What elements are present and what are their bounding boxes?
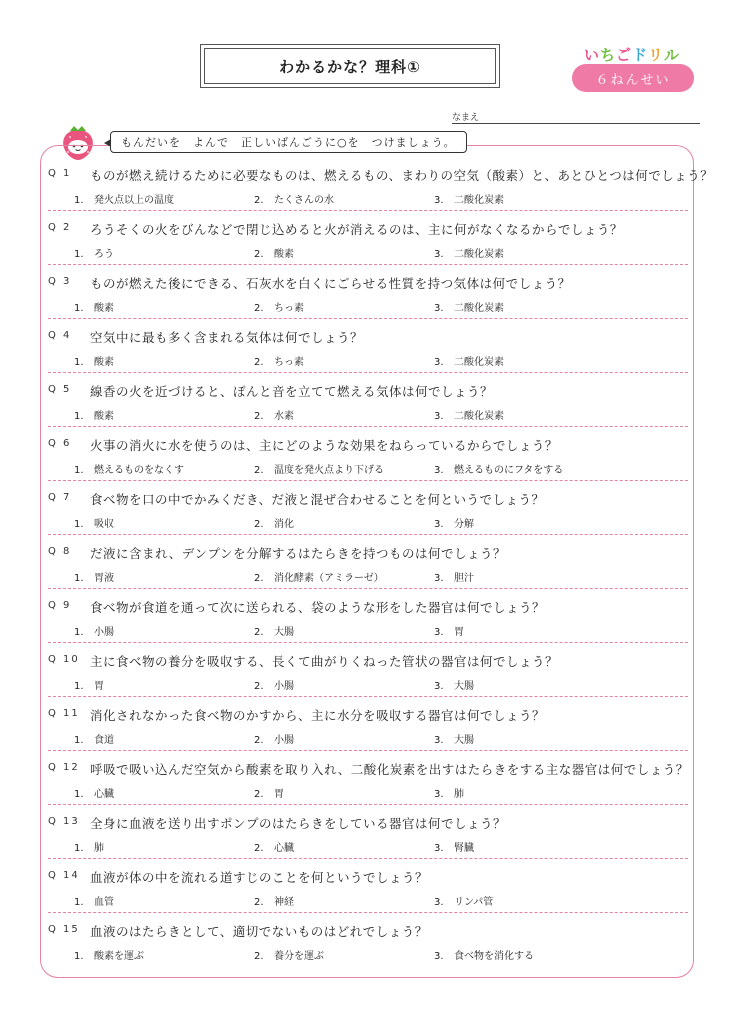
- question-row: [48, 220, 688, 240]
- grade-badge: ６ねんせい: [572, 64, 694, 92]
- option-number: 1.: [74, 681, 84, 692]
- question-row: [48, 436, 688, 456]
- answer-option-1[interactable]: [74, 299, 114, 314]
- answer-option-1[interactable]: [74, 893, 114, 908]
- answer-option-1[interactable]: [74, 569, 114, 584]
- option-label: 酸素: [94, 303, 114, 314]
- option-label: 二酸化炭素: [454, 195, 504, 206]
- logo-char: ル: [664, 46, 681, 64]
- option-label: 肺: [454, 789, 464, 800]
- option-number: 2.: [254, 249, 264, 260]
- option-label: リンパ管: [454, 897, 494, 908]
- page-title: わかるかな？理科①: [204, 48, 496, 84]
- answer-option-2[interactable]: [254, 353, 304, 368]
- option-label: 大腸: [454, 681, 474, 692]
- answer-option-3[interactable]: [434, 245, 504, 260]
- answer-option-1[interactable]: [74, 461, 184, 476]
- question-item: [48, 481, 688, 535]
- option-number: 3.: [434, 627, 444, 638]
- option-number: 3.: [434, 951, 444, 962]
- question-item: [48, 697, 688, 751]
- answer-option-2[interactable]: [254, 191, 334, 206]
- answer-option-3[interactable]: [434, 299, 504, 314]
- option-number: 1.: [74, 573, 84, 584]
- name-input-line[interactable]: [452, 123, 700, 124]
- question-row: [48, 382, 688, 402]
- option-number: 2.: [254, 951, 264, 962]
- answer-options: [48, 191, 688, 207]
- answer-option-3[interactable]: [434, 461, 563, 476]
- question-number: Q 3: [48, 276, 72, 287]
- option-number: 3.: [434, 303, 444, 314]
- answer-options: [48, 353, 688, 369]
- question-row: [48, 922, 688, 942]
- question-item: [48, 805, 688, 859]
- answer-option-2[interactable]: [254, 785, 284, 800]
- option-number: 3.: [434, 411, 444, 422]
- option-label: 酸素: [274, 249, 294, 260]
- answer-option-3[interactable]: [434, 839, 474, 854]
- question-text: 食べ物を口の中でかみくだき、だ液と混ぜ合わせることを何というでしょう？: [90, 492, 545, 507]
- option-label: 酸素: [94, 411, 114, 422]
- answer-option-1[interactable]: [74, 677, 104, 692]
- answer-options: [48, 893, 688, 909]
- logo-char: ご: [615, 46, 632, 64]
- question-row: [48, 760, 688, 780]
- option-label: 小腸: [274, 681, 294, 692]
- question-number: Q 10: [48, 654, 80, 665]
- option-label: 養分を運ぶ: [274, 951, 324, 962]
- option-label: 水素: [274, 411, 294, 422]
- question-number: Q 7: [48, 492, 72, 503]
- option-number: 3.: [434, 681, 444, 692]
- option-number: 1.: [74, 627, 84, 638]
- question-item: [48, 319, 688, 373]
- answer-option-3[interactable]: [434, 191, 504, 206]
- question-text: 主に食べ物の養分を吸収する、長くて曲がりくねった管状の器官は何でしょう？: [90, 654, 559, 669]
- option-number: 2.: [254, 843, 264, 854]
- answer-option-1[interactable]: [74, 515, 114, 530]
- answer-option-2[interactable]: [254, 461, 384, 476]
- question-number: Q 13: [48, 816, 80, 827]
- option-number: 1.: [74, 411, 84, 422]
- logo-char: ち: [599, 46, 616, 64]
- option-number: 3.: [434, 735, 444, 746]
- question-number: Q 15: [48, 924, 80, 935]
- question-text: ろうそくの火をびんなどで閉じ込めると火が消えるのは、主に何がなくなるからでしょう？: [90, 222, 623, 237]
- question-item: [48, 589, 688, 643]
- question-item: [48, 265, 688, 319]
- question-text: だ液に含まれ、デンプンを分解するはたらきを持つものは何でしょう？: [90, 546, 507, 561]
- question-item: [48, 427, 688, 481]
- question-text: 血液が体の中を流れる道すじのことを何というでしょう？: [90, 870, 429, 885]
- question-text: 食べ物が食道を通って次に送られる、袋のような形をした器官は何でしょう？: [90, 600, 546, 615]
- option-label: ちっ素: [274, 303, 304, 314]
- option-label: ろう: [94, 249, 114, 260]
- answer-option-3[interactable]: [434, 623, 464, 638]
- answer-option-3[interactable]: [434, 407, 504, 422]
- question-number: Q 12: [48, 762, 80, 773]
- answer-options: [48, 407, 688, 423]
- option-label: 二酸化炭素: [454, 357, 504, 368]
- question-row: [48, 814, 688, 834]
- option-number: 1.: [74, 249, 84, 260]
- option-label: 吸収: [94, 519, 114, 530]
- option-number: 2.: [254, 573, 264, 584]
- option-number: 3.: [434, 897, 444, 908]
- option-label: 分解: [454, 519, 474, 530]
- answer-option-2[interactable]: [254, 245, 294, 260]
- question-text: 呼吸で吸い込んだ空気から酸素を取り入れ、二酸化炭素を出すはたらきをする主な器官は何でしょう？: [90, 762, 689, 777]
- title-box: [200, 44, 500, 88]
- question-text: 火事の消火に水を使うのは、主にどのような効果をねらっているからでしょう？: [90, 438, 558, 453]
- answer-option-2[interactable]: [254, 947, 324, 962]
- answer-options: [48, 839, 688, 855]
- question-text: ものが燃えた後にできる、石灰水を白くにごらせる性質を持つ気体は何でしょう？: [90, 276, 571, 291]
- option-label: 胃: [454, 627, 464, 638]
- answer-option-1[interactable]: [74, 731, 114, 746]
- question-row: [48, 490, 688, 510]
- answer-option-2[interactable]: [254, 839, 294, 854]
- option-number: 2.: [254, 357, 264, 368]
- answer-option-2[interactable]: [254, 893, 294, 908]
- option-label: 消化酵素（アミラーゼ）: [274, 573, 384, 584]
- option-number: 3.: [434, 357, 444, 368]
- option-number: 3.: [434, 843, 444, 854]
- answer-option-3[interactable]: [434, 569, 474, 584]
- option-label: 燃えるものにフタをする: [454, 465, 564, 476]
- answer-option-1[interactable]: [74, 353, 114, 368]
- answer-option-2[interactable]: [254, 299, 304, 314]
- question-row: [48, 274, 688, 294]
- question-item: [48, 535, 688, 589]
- answer-options: [48, 245, 688, 261]
- question-item: [48, 751, 688, 805]
- name-label: なまえ: [452, 113, 480, 123]
- question-number: Q 6: [48, 438, 72, 449]
- option-label: 大腸: [454, 735, 474, 746]
- question-row: [48, 328, 688, 348]
- option-number: 3.: [434, 249, 444, 260]
- question-row: [48, 544, 688, 564]
- option-number: 2.: [254, 627, 264, 638]
- question-text: 空気中に最も多く含まれる気体は何でしょう？: [90, 330, 364, 345]
- option-label: 食べ物を消化する: [454, 951, 534, 962]
- answer-option-3[interactable]: [434, 515, 474, 530]
- logo-char: ド: [632, 46, 649, 64]
- option-number: 1.: [74, 843, 84, 854]
- question-number: Q 9: [48, 600, 72, 611]
- option-number: 1.: [74, 303, 84, 314]
- brand-logo: [582, 44, 682, 65]
- option-label: たくさんの水: [274, 195, 334, 206]
- question-number: Q 1: [48, 168, 72, 179]
- answer-options: [48, 785, 688, 801]
- instruction-bubble: もんだいを よんで 正しいばんごうに○を つけましょう。: [110, 131, 467, 153]
- option-number: 3.: [434, 465, 444, 476]
- answer-option-1[interactable]: [74, 245, 114, 260]
- option-number: 3.: [434, 573, 444, 584]
- option-label: 二酸化炭素: [454, 249, 504, 260]
- answer-options: [48, 515, 688, 531]
- answer-option-2[interactable]: [254, 515, 294, 530]
- option-number: 1.: [74, 357, 84, 368]
- answer-option-1[interactable]: [74, 407, 114, 422]
- question-text: 血液のはたらきとして、適切でないものはどれでしょう？: [90, 924, 428, 939]
- option-number: 3.: [434, 519, 444, 530]
- answer-option-1[interactable]: [74, 839, 104, 854]
- question-item: [48, 859, 688, 913]
- question-number: Q 8: [48, 546, 72, 557]
- answer-option-2[interactable]: [254, 623, 294, 638]
- question-item: [48, 211, 688, 265]
- answer-option-3[interactable]: [434, 785, 464, 800]
- option-label: 心臓: [94, 789, 114, 800]
- option-label: 血管: [94, 897, 114, 908]
- answer-options: [48, 731, 688, 747]
- answer-option-2[interactable]: [254, 407, 294, 422]
- answer-option-2[interactable]: [254, 677, 294, 692]
- option-number: 3.: [434, 789, 444, 800]
- option-number: 1.: [74, 735, 84, 746]
- question-text: 消化されなかった食べ物のかすから、主に水分を吸収する器官は何でしょう？: [90, 708, 546, 723]
- option-number: 1.: [74, 897, 84, 908]
- answer-option-2[interactable]: [254, 569, 384, 584]
- answer-option-3[interactable]: [434, 731, 474, 746]
- logo-char: リ: [648, 46, 665, 64]
- answer-options: [48, 569, 688, 585]
- answer-option-3[interactable]: [434, 893, 493, 908]
- option-label: 酸素: [94, 357, 114, 368]
- question-row: [48, 652, 688, 672]
- option-label: 大腸: [274, 627, 294, 638]
- option-number: 3.: [434, 195, 444, 206]
- option-number: 1.: [74, 951, 84, 962]
- option-number: 1.: [74, 789, 84, 800]
- option-label: 胃: [274, 789, 284, 800]
- option-number: 2.: [254, 465, 264, 476]
- option-label: 二酸化炭素: [454, 303, 504, 314]
- answer-option-3[interactable]: [434, 353, 504, 368]
- option-label: 食道: [94, 735, 114, 746]
- question-text: ものが燃え続けるために必要なものは、燃えるもの、まわりの空気（酸素）と、あとひとつは何でしょう？: [90, 168, 714, 183]
- option-label: 神経: [274, 897, 294, 908]
- option-number: 2.: [254, 789, 264, 800]
- answer-option-2[interactable]: [254, 731, 294, 746]
- question-item: [48, 157, 714, 211]
- question-number: Q 5: [48, 384, 72, 395]
- answer-options: [48, 461, 688, 477]
- question-row: [48, 706, 688, 726]
- question-item: [48, 643, 688, 697]
- question-row: [48, 166, 714, 186]
- option-label: 心臓: [274, 843, 294, 854]
- option-label: 胃液: [94, 573, 114, 584]
- answer-option-1[interactable]: [74, 191, 174, 206]
- option-number: 2.: [254, 519, 264, 530]
- answer-option-3[interactable]: [434, 677, 474, 692]
- question-text: 線香の火を近づけると、ぽんと音を立てて燃える気体は何でしょう？: [90, 384, 494, 399]
- option-label: 燃えるものをなくす: [94, 465, 184, 476]
- option-label: 腎臓: [454, 843, 474, 854]
- answer-option-3[interactable]: [434, 947, 534, 962]
- option-label: ちっ素: [274, 357, 304, 368]
- option-label: 胃: [94, 681, 104, 692]
- answer-options: [48, 677, 688, 693]
- option-number: 2.: [254, 681, 264, 692]
- question-number: Q 2: [48, 222, 72, 233]
- answer-options: [48, 299, 688, 315]
- answer-options: [48, 947, 688, 963]
- option-number: 2.: [254, 897, 264, 908]
- option-label: 二酸化炭素: [454, 411, 504, 422]
- option-number: 1.: [74, 465, 84, 476]
- logo-char: い: [583, 46, 600, 64]
- question-item: [48, 373, 688, 427]
- question-row: [48, 868, 688, 888]
- answer-option-1[interactable]: [74, 785, 114, 800]
- option-label: 小腸: [94, 627, 114, 638]
- option-number: 2.: [254, 195, 264, 206]
- answer-options: [48, 623, 688, 639]
- option-number: 1.: [74, 519, 84, 530]
- option-number: 2.: [254, 411, 264, 422]
- question-text: 全身に血液を送り出すポンプのはたらきをしている器官は何でしょう？: [90, 816, 507, 831]
- option-label: 消化: [274, 519, 294, 530]
- option-label: 肺: [94, 843, 104, 854]
- option-number: 1.: [74, 195, 84, 206]
- option-number: 2.: [254, 735, 264, 746]
- option-label: 温度を発火点より下げる: [274, 465, 384, 476]
- answer-option-1[interactable]: [74, 947, 144, 962]
- question-row: [48, 598, 688, 618]
- option-number: 2.: [254, 303, 264, 314]
- question-item: [48, 913, 688, 967]
- option-label: 胆汁: [454, 573, 474, 584]
- option-label: 小腸: [274, 735, 294, 746]
- option-label: 酸素を運ぶ: [94, 951, 144, 962]
- question-number: Q 11: [48, 708, 80, 719]
- question-number: Q 4: [48, 330, 72, 341]
- option-label: 発火点以上の温度: [94, 195, 174, 206]
- answer-option-1[interactable]: [74, 623, 114, 638]
- question-number: Q 14: [48, 870, 80, 881]
